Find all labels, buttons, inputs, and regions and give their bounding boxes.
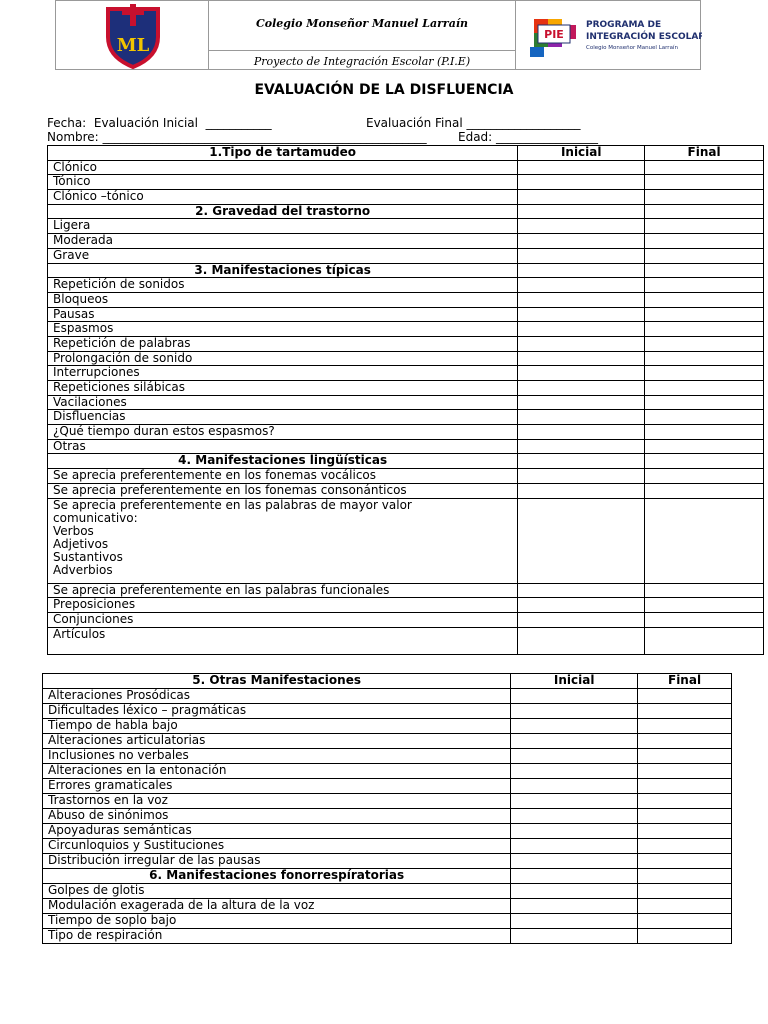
section-header-row [48, 454, 764, 469]
table-row [48, 322, 764, 337]
row-label: Trastornos en la voz [43, 794, 511, 809]
cell-final[interactable] [645, 351, 764, 366]
section-heading: 6. Manifestaciones fonorrespíratorias [43, 869, 511, 884]
table-row [48, 248, 764, 263]
table-row [48, 160, 764, 175]
cell-final[interactable] [645, 469, 764, 484]
nombre-field[interactable]: ______________________________________________________ [102, 130, 427, 144]
cell-final[interactable] [638, 749, 732, 764]
section-header-row [48, 263, 764, 278]
table-row [48, 439, 764, 454]
svg-text:PROGRAMA DE: PROGRAMA DE [586, 20, 662, 30]
cell-inicial[interactable] [518, 160, 645, 175]
row-label: Tiempo de habla bajo [43, 719, 511, 734]
page-title: EVALUACIÓN DE LA DISFLUENCIA [254, 82, 514, 98]
project-name: Proyecto de Integración Escolar (P.I.E) [253, 55, 471, 68]
table-row [48, 613, 764, 628]
cell-inicial[interactable] [518, 395, 645, 410]
section-heading: 2. Gravedad del trastorno [48, 204, 518, 219]
cell-final[interactable] [638, 839, 732, 854]
cell-final[interactable] [645, 583, 764, 598]
cell-final[interactable] [638, 929, 732, 944]
row-label: Alteraciones articulatorias [43, 734, 511, 749]
cell-inicial[interactable] [511, 764, 638, 779]
row-label: Tipo de respiración [43, 929, 511, 944]
fluency-table-2 [42, 673, 732, 944]
cell-inicial[interactable] [518, 483, 645, 498]
cell-inicial[interactable] [511, 929, 638, 944]
header-divider [209, 50, 515, 51]
fluency-table-1 [47, 145, 764, 655]
cell-inicial[interactable] [511, 914, 638, 929]
column-header-inicial [518, 454, 645, 469]
cell-final[interactable] [638, 824, 732, 839]
section-header-row [43, 869, 732, 884]
table-row [43, 749, 732, 764]
row-label: Circunloquios y Sustituciones [43, 839, 511, 854]
table-row [43, 689, 732, 704]
cell-final[interactable] [645, 219, 764, 234]
row-label: Preposiciones [48, 598, 518, 613]
svg-text:Colegio Monseñor Manuel Larraí: Colegio Monseñor Manuel Larraín [586, 45, 678, 51]
edad-label: Edad: [458, 130, 493, 144]
cell-final[interactable] [638, 704, 732, 719]
column-header-final: Final [645, 146, 764, 161]
row-label: Se aprecia preferentemente en las palabras de mayor valor comunicativo: Verbos Adjetivos Sustantivos Adverbios [48, 498, 518, 583]
cell-inicial[interactable] [518, 598, 645, 613]
eval-inicial-field[interactable]: ___________ [205, 116, 272, 130]
cell-inicial[interactable] [511, 689, 638, 704]
cell-final[interactable] [638, 809, 732, 824]
row-label: Se aprecia preferentemente en los fonemas consonánticos [48, 483, 518, 498]
column-header-final [645, 204, 764, 219]
table-row [48, 410, 764, 425]
row-label: Se aprecia preferentemente en los fonemas vocálicos [48, 469, 518, 484]
cell-inicial[interactable] [518, 307, 645, 322]
cell-final[interactable] [645, 483, 764, 498]
row-label: Artículos [48, 627, 518, 655]
cell-final[interactable] [645, 439, 764, 454]
pie-logo-icon [516, 1, 702, 71]
row-label: Tónico [48, 175, 518, 190]
fecha-label: Fecha: [47, 116, 87, 130]
column-header-inicial [518, 204, 645, 219]
row-label: Alteraciones Prosódicas [43, 689, 511, 704]
cell-inicial[interactable] [511, 824, 638, 839]
column-header-final [645, 454, 764, 469]
column-header-inicial: Inicial [518, 146, 645, 161]
row-label: Golpes de glotis [43, 884, 511, 899]
cell-inicial[interactable] [518, 190, 645, 205]
row-label: Abuso de sinónimos [43, 809, 511, 824]
nombre-label: Nombre: [47, 130, 99, 144]
cell-final[interactable] [645, 425, 764, 440]
section-header-row [48, 204, 764, 219]
cell-inicial[interactable] [518, 234, 645, 249]
row-label: ¿Qué tiempo duran estos espasmos? [48, 425, 518, 440]
svg-text:INTEGRACIÓN ESCOLAR: INTEGRACIÓN ESCOLAR [586, 32, 702, 42]
row-label: Dificultades léxico – pragmáticas [43, 704, 511, 719]
cell-final[interactable] [645, 234, 764, 249]
cell-inicial[interactable] [518, 627, 645, 655]
cell-final[interactable] [645, 410, 764, 425]
cell-final[interactable] [638, 884, 732, 899]
table-row [43, 854, 732, 869]
row-label: Apoyaduras semánticas [43, 824, 511, 839]
cell-inicial[interactable] [518, 292, 645, 307]
table-row [43, 779, 732, 794]
row-label: Bloqueos [48, 292, 518, 307]
cell-final[interactable] [638, 779, 732, 794]
column-header-inicial [511, 869, 638, 884]
cell-inicial[interactable] [518, 278, 645, 293]
row-label: Repetición de sonidos [48, 278, 518, 293]
fecha-line [47, 116, 272, 130]
table-row [48, 307, 764, 322]
table-row [43, 794, 732, 809]
cell-inicial[interactable] [518, 351, 645, 366]
cell-inicial[interactable] [518, 175, 645, 190]
row-label: Errores gramaticales [43, 779, 511, 794]
school-crest-icon [56, 1, 210, 71]
cell-final[interactable] [638, 734, 732, 749]
table-row [43, 719, 732, 734]
school-name: Colegio Monseñor Manuel Larraín [255, 17, 469, 30]
row-label: Conjunciones [48, 613, 518, 628]
table-row [48, 219, 764, 234]
cell-inicial[interactable] [518, 336, 645, 351]
row-label: Clónico –tónico [48, 190, 518, 205]
cell-final[interactable] [645, 190, 764, 205]
cell-final[interactable] [645, 292, 764, 307]
cell-inicial[interactable] [518, 425, 645, 440]
cell-final[interactable] [638, 914, 732, 929]
section-heading: 4. Manifestaciones lingüísticas [48, 454, 518, 469]
table-row [48, 483, 764, 498]
row-label: Clónico [48, 160, 518, 175]
cell-inicial[interactable] [518, 322, 645, 337]
table-row [48, 278, 764, 293]
cell-final[interactable] [638, 719, 732, 734]
cell-final[interactable] [645, 381, 764, 396]
section-header-row [43, 674, 732, 689]
cell-final[interactable] [645, 322, 764, 337]
cell-final[interactable] [645, 307, 764, 322]
table-row [48, 336, 764, 351]
row-label: Moderada [48, 234, 518, 249]
crest-letters: ML [116, 35, 150, 56]
section-heading: 1.Tipo de tartamudeo [48, 146, 518, 161]
cell-inicial[interactable] [518, 469, 645, 484]
edad-line [458, 130, 598, 144]
cell-inicial[interactable] [511, 884, 638, 899]
cell-final[interactable] [645, 160, 764, 175]
eval-final-label: Evaluación Final [366, 116, 463, 130]
cell-inicial[interactable] [518, 498, 645, 583]
cell-inicial[interactable] [511, 749, 638, 764]
row-label: Alteraciones en la entonación [43, 764, 511, 779]
cell-inicial[interactable] [518, 583, 645, 598]
table-row [48, 366, 764, 381]
row-label: Ligera [48, 219, 518, 234]
cell-final[interactable] [638, 689, 732, 704]
cell-final[interactable] [645, 627, 764, 655]
table-row [48, 175, 764, 190]
section-header-row [48, 146, 764, 161]
cell-inicial[interactable] [518, 248, 645, 263]
eval-final-field[interactable]: ___________________ [466, 116, 581, 130]
row-label: Vacilaciones [48, 395, 518, 410]
pie-logo-cell [515, 0, 701, 70]
table-row [48, 395, 764, 410]
table-row [43, 824, 732, 839]
cell-inicial[interactable] [511, 809, 638, 824]
cell-final[interactable] [645, 598, 764, 613]
row-label: Modulación exagerada de la altura de la voz [43, 899, 511, 914]
table-row [48, 234, 764, 249]
column-header-final [638, 869, 732, 884]
column-header-final [645, 263, 764, 278]
cell-inicial[interactable] [511, 779, 638, 794]
cell-final[interactable] [645, 498, 764, 583]
table-row [48, 469, 764, 484]
table-row [43, 929, 732, 944]
cell-inicial[interactable] [518, 366, 645, 381]
row-label: Tiempo de soplo bajo [43, 914, 511, 929]
cell-inicial[interactable] [518, 410, 645, 425]
table-row [48, 627, 764, 655]
row-label: Grave [48, 248, 518, 263]
cell-final[interactable] [638, 899, 732, 914]
cell-inicial[interactable] [518, 613, 645, 628]
table-row [48, 351, 764, 366]
table-row [48, 598, 764, 613]
section-heading: 3. Manifestaciones típicas [48, 263, 518, 278]
eval-final-line [366, 116, 581, 130]
cell-final[interactable] [645, 395, 764, 410]
cell-inicial[interactable] [511, 734, 638, 749]
table-row [43, 839, 732, 854]
row-label: Prolongación de sonido [48, 351, 518, 366]
nombre-line [47, 130, 427, 144]
cell-final[interactable] [638, 854, 732, 869]
cell-inicial[interactable] [511, 704, 638, 719]
table-row [48, 498, 764, 583]
cell-inicial[interactable] [511, 794, 638, 809]
cell-inicial[interactable] [518, 219, 645, 234]
cell-final[interactable] [645, 248, 764, 263]
column-header-inicial [518, 263, 645, 278]
cell-final[interactable] [638, 764, 732, 779]
cell-final[interactable] [645, 278, 764, 293]
cell-final[interactable] [645, 336, 764, 351]
cell-inicial[interactable] [511, 854, 638, 869]
section-heading: 5. Otras Manifestaciones [43, 674, 511, 689]
table-row [43, 899, 732, 914]
table-row [43, 704, 732, 719]
cell-final[interactable] [645, 366, 764, 381]
cell-inicial[interactable] [511, 899, 638, 914]
row-label: Disfluencias [48, 410, 518, 425]
cell-inicial[interactable] [511, 719, 638, 734]
cell-inicial[interactable] [511, 839, 638, 854]
table-row [43, 809, 732, 824]
table-row [43, 734, 732, 749]
cell-final[interactable] [638, 794, 732, 809]
edad-field[interactable]: _________________ [496, 130, 599, 144]
row-label: Interrupciones [48, 366, 518, 381]
table-row [48, 425, 764, 440]
cell-inicial[interactable] [518, 439, 645, 454]
row-label: Distribución irregular de las pausas [43, 854, 511, 869]
row-label: Otras [48, 439, 518, 454]
row-label: Pausas [48, 307, 518, 322]
row-label: Repeticiones silábicas [48, 381, 518, 396]
table-row [48, 292, 764, 307]
table-row [48, 583, 764, 598]
cell-final[interactable] [645, 613, 764, 628]
table-row [48, 190, 764, 205]
row-label: Se aprecia preferentemente en las palabras funcionales [48, 583, 518, 598]
svg-text:PIE: PIE [544, 28, 564, 41]
column-header-inicial: Inicial [511, 674, 638, 689]
row-label: Espasmos [48, 322, 518, 337]
crest-cell [55, 0, 209, 70]
row-label: Repetición de palabras [48, 336, 518, 351]
column-header-final: Final [638, 674, 732, 689]
eval-inicial-label: Evaluación Inicial [93, 116, 198, 130]
table-row [43, 884, 732, 899]
row-label: Inclusiones no verbales [43, 749, 511, 764]
cell-final[interactable] [645, 175, 764, 190]
cell-inicial[interactable] [518, 381, 645, 396]
table-row [43, 914, 732, 929]
table-row [43, 764, 732, 779]
table-row [48, 381, 764, 396]
